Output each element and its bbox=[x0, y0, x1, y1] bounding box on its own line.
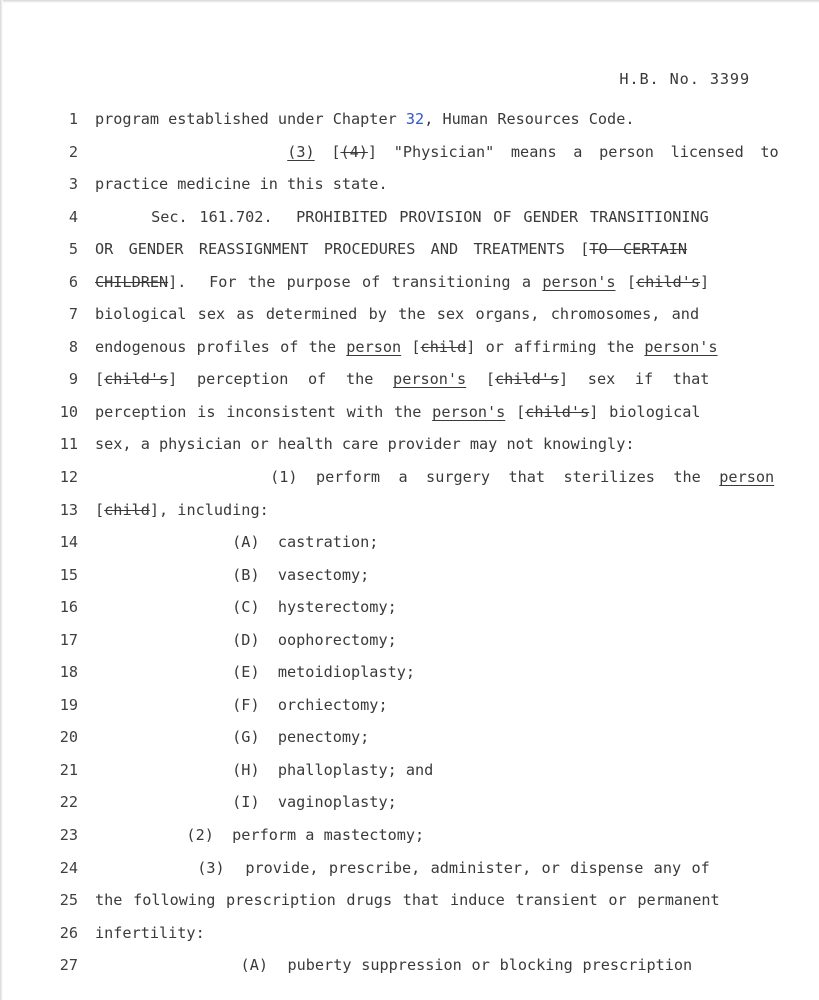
plain-text: the following prescription drugs that induce transient or permanent bbox=[95, 891, 720, 910]
line-number: 19 bbox=[59, 695, 78, 714]
bill-line bbox=[0, 949, 819, 982]
line-text bbox=[95, 949, 750, 982]
plain-text: , Human Resources Code. bbox=[424, 110, 635, 128]
plain-text: (B) vasectomy; bbox=[95, 565, 370, 584]
deleted-text: child's bbox=[525, 402, 590, 421]
bill-line bbox=[0, 298, 819, 331]
inserted-text: (3) bbox=[287, 142, 315, 161]
bill-number-header: H.B. No. 3399 bbox=[619, 70, 750, 88]
bill-line bbox=[0, 168, 819, 201]
plain-text: endogenous profiles of the bbox=[95, 337, 347, 356]
bill-line bbox=[0, 461, 819, 494]
statute-link[interactable]: 32 bbox=[405, 110, 425, 128]
plain-text: (D) oophorectomy; bbox=[95, 630, 397, 649]
line-number: 6 bbox=[68, 272, 78, 291]
line-text bbox=[95, 461, 775, 494]
scan-edge-top bbox=[0, 0, 819, 3]
deleted-text: TO CERTAIN bbox=[589, 240, 688, 259]
line-text bbox=[95, 363, 750, 396]
line-text bbox=[95, 428, 750, 461]
line-number: 4 bbox=[68, 207, 78, 226]
plain-text: (H) phalloplasty; and bbox=[95, 760, 434, 779]
line-text bbox=[95, 201, 750, 234]
line-text bbox=[95, 754, 750, 787]
deleted-text: child bbox=[104, 500, 150, 519]
line-text bbox=[95, 103, 750, 136]
plain-text: (A) castration; bbox=[95, 533, 379, 552]
inserted-text: person's bbox=[542, 272, 616, 291]
line-text bbox=[95, 233, 750, 266]
bill-line bbox=[0, 819, 819, 852]
bill-line bbox=[0, 884, 819, 917]
line-text bbox=[95, 852, 750, 885]
deleted-text: child's bbox=[495, 370, 560, 389]
inserted-text: person bbox=[346, 337, 402, 356]
bill-line bbox=[0, 396, 819, 429]
deleted-text: (4) bbox=[340, 142, 368, 161]
plain-text: infertility: bbox=[95, 923, 205, 942]
inserted-text: person bbox=[719, 468, 775, 487]
plain-text: [ bbox=[314, 142, 341, 161]
plain-text: (E) metoidioplasty; bbox=[95, 663, 416, 682]
line-text bbox=[95, 721, 750, 754]
deleted-text: CHILDREN bbox=[95, 272, 169, 291]
line-text bbox=[95, 266, 750, 299]
plain-text: ], including: bbox=[149, 500, 269, 519]
line-number: 8 bbox=[68, 337, 78, 356]
plain-text: ] or affirming the bbox=[466, 337, 645, 356]
line-text bbox=[95, 786, 750, 819]
plain-text: (F) orchiectomy; bbox=[95, 695, 388, 714]
line-number: 24 bbox=[59, 858, 78, 877]
bill-line bbox=[0, 103, 819, 136]
bill-line bbox=[0, 754, 819, 787]
bill-line bbox=[0, 136, 819, 169]
line-text bbox=[95, 591, 750, 624]
line-number: 17 bbox=[59, 630, 78, 649]
line-number: 7 bbox=[68, 305, 78, 324]
line-text bbox=[95, 298, 750, 331]
bill-line bbox=[0, 494, 819, 527]
deleted-text: child's bbox=[636, 272, 701, 291]
plain-text: (1) perform a surgery that sterilizes the bbox=[95, 468, 720, 487]
plain-text bbox=[95, 143, 287, 161]
bill-line bbox=[0, 428, 819, 461]
plain-text: (A) puberty suppression or blocking prescription bbox=[95, 956, 693, 975]
plain-text: (I) vaginoplasty; bbox=[95, 793, 397, 812]
line-number: 15 bbox=[59, 565, 78, 584]
plain-text: OR GENDER REASSIGNMENT PROCEDURES AND TREATMENTS [ bbox=[95, 240, 590, 259]
plain-text: ] "Physician" means a person licensed to bbox=[367, 142, 779, 161]
bill-line bbox=[0, 233, 819, 266]
line-number: 3 bbox=[68, 175, 78, 194]
plain-text: [ bbox=[615, 272, 637, 291]
plain-text: sex, a physician or health care provider may not knowingly: bbox=[95, 435, 635, 454]
line-number: 1 bbox=[68, 110, 78, 128]
plain-text: ] biological bbox=[589, 402, 701, 421]
line-text bbox=[95, 884, 750, 917]
plain-text: [ bbox=[466, 370, 495, 389]
deleted-text: child bbox=[420, 337, 467, 356]
plain-text: biological sex as determined by the sex organs, chromosomes, and bbox=[95, 305, 700, 324]
line-text bbox=[95, 396, 750, 429]
bill-line bbox=[0, 917, 819, 950]
plain-text: program established under Chapter bbox=[95, 110, 406, 128]
line-number: 10 bbox=[59, 402, 78, 421]
line-number: 21 bbox=[59, 760, 78, 779]
line-text bbox=[95, 136, 779, 169]
line-text bbox=[95, 917, 750, 950]
plain-text: (3) provide, prescribe, administer, or dispense any of bbox=[95, 858, 710, 877]
inserted-text: person's bbox=[393, 370, 467, 389]
line-text bbox=[95, 331, 750, 364]
bill-line bbox=[0, 201, 819, 234]
bill-line bbox=[0, 689, 819, 722]
line-number: 11 bbox=[59, 435, 78, 454]
plain-text: Sec. 161.702. PROHIBITED PROVISION OF GENDER TRANSITIONING bbox=[95, 207, 709, 226]
plain-text: perception is inconsistent with the bbox=[95, 402, 433, 421]
bill-line bbox=[0, 363, 819, 396]
bill-line bbox=[0, 331, 819, 364]
line-number: 23 bbox=[59, 826, 78, 845]
plain-text: [ bbox=[401, 337, 421, 356]
line-number: 13 bbox=[59, 500, 78, 519]
line-text bbox=[95, 526, 750, 559]
line-number: 18 bbox=[59, 663, 78, 682]
line-number: 22 bbox=[59, 793, 78, 812]
line-text bbox=[95, 559, 750, 592]
bill-line bbox=[0, 852, 819, 885]
plain-text: ]. For the purpose of transitioning a bbox=[168, 272, 543, 291]
line-text bbox=[95, 689, 750, 722]
line-text bbox=[95, 656, 750, 689]
plain-text: ] sex if that bbox=[559, 370, 710, 389]
line-text bbox=[95, 168, 750, 201]
plain-text: ] bbox=[700, 272, 710, 291]
line-number: 14 bbox=[59, 533, 78, 552]
line-text bbox=[95, 494, 750, 527]
bill-line bbox=[0, 266, 819, 299]
line-number: 9 bbox=[68, 370, 78, 389]
line-number: 2 bbox=[68, 142, 78, 161]
bill-line bbox=[0, 559, 819, 592]
inserted-text: person's bbox=[644, 337, 718, 356]
line-number: 27 bbox=[59, 956, 78, 975]
line-number: 25 bbox=[59, 891, 78, 910]
line-number: 16 bbox=[59, 598, 78, 617]
bill-line bbox=[0, 624, 819, 657]
line-text bbox=[95, 624, 750, 657]
deleted-text: child's bbox=[104, 370, 169, 389]
bill-line bbox=[0, 526, 819, 559]
inserted-text: person's bbox=[432, 402, 506, 421]
plain-text: (G) penectomy; bbox=[95, 728, 370, 747]
line-number: 26 bbox=[59, 923, 78, 942]
bill-text-lines bbox=[0, 103, 819, 982]
plain-text: [ bbox=[95, 500, 105, 519]
line-number: 20 bbox=[59, 728, 78, 747]
plain-text: [ bbox=[505, 402, 526, 421]
bill-line bbox=[0, 656, 819, 689]
plain-text: practice medicine in this state. bbox=[95, 175, 388, 194]
plain-text: (C) hysterectomy; bbox=[95, 598, 397, 617]
plain-text: [ bbox=[95, 370, 105, 389]
line-number: 5 bbox=[68, 240, 78, 259]
bill-line bbox=[0, 591, 819, 624]
plain-text: ] perception of the bbox=[168, 370, 394, 389]
bill-line bbox=[0, 721, 819, 754]
plain-text: (2) perform a mastectomy; bbox=[95, 826, 425, 845]
bill-line bbox=[0, 786, 819, 819]
line-text bbox=[95, 819, 750, 852]
line-number: 12 bbox=[59, 468, 78, 487]
